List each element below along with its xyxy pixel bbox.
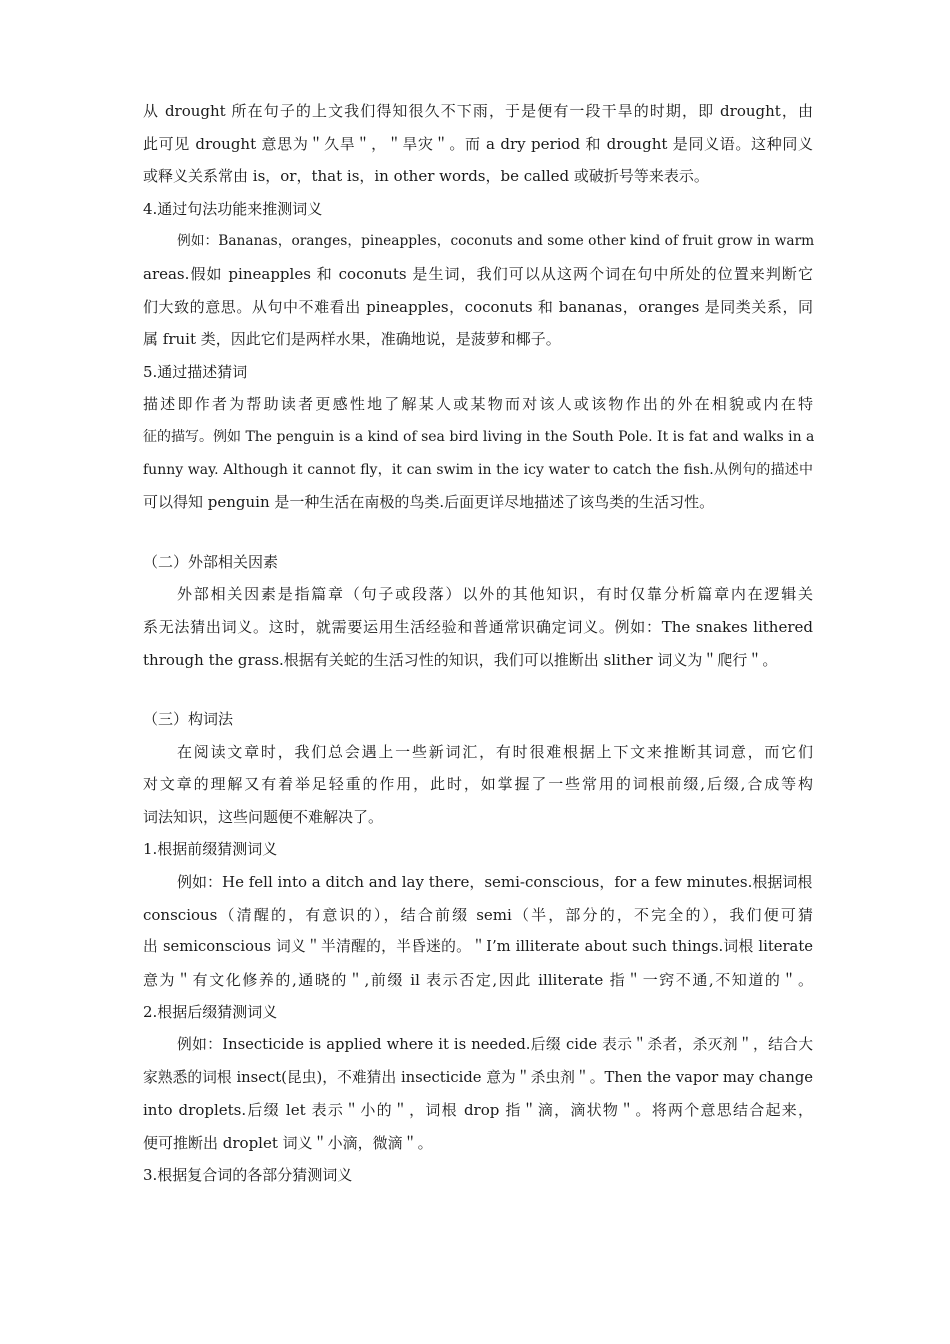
paragraph-line: 征的描写。例如 The penguin is a kind of sea bird living in the South Pole. It is fat and walks in a (143, 428, 815, 445)
section-heading: 4.通过句法功能来推测词义 (143, 199, 323, 218)
paragraph-line: 可以得知 penguin 是一种生活在南极的鸟类.后面更详尽地描述了该鸟类的生活习性。 (143, 493, 715, 512)
document-page (143, 95, 813, 1192)
paragraph-line: 意为＂有文化修养的,通晓的＂,前缀 il 表示否定,因此 illiterate 指＂一窍不通,不知道的＂。 (143, 970, 813, 989)
paragraph-line: 例如：Bananas，oranges，pineapples，coconuts and some other kind of fruit grow in warm (177, 233, 815, 250)
paragraph-line: conscious（清醒的，有意识的），结合前缀 semi（半，部分的，不完全的），我们便可猜 (143, 905, 813, 924)
paragraph-line: 出 semiconscious 词义＂半清醒的，半昏迷的。＂I’m illiterate about such things.词根 literate (143, 938, 813, 956)
paragraph-line: 描述即作者为帮助读者更感性地了解某人或某物而对该人或该物作出的外在相貌或内在特 (143, 395, 813, 414)
paragraph-line: 词法知识，这些问题便不难解决了。 (143, 807, 384, 826)
paragraph-line: 系无法猜出词义。这时，就需要运用生活经验和普通常识确定词义。例如：The snakes lithered (143, 617, 813, 636)
paragraph-line: 从 drought 所在句子的上文我们得知很久不下雨，于是便有一段干旱的时期，即 drought，由 (143, 102, 813, 120)
paragraph-line: 在阅读文章时，我们总会遇上一些新词汇，有时很难根据上下文来推断其词意，而它们 (177, 742, 813, 761)
section-heading: 3.根据复合词的各部分猜测词义 (143, 1166, 353, 1185)
paragraph-line: 属 fruit 类，因此它们是两样水果，准确地说，是菠萝和椰子。 (143, 330, 561, 349)
paragraph-line: 或释义关系常由 is，or，that is，in other words，be called 或破折号等来表示。 (143, 167, 709, 186)
section-heading: 5.通过描述猜词 (143, 362, 248, 381)
section-heading: 1.根据前缀猜测词义 (143, 840, 278, 859)
section-heading: 2.根据后缀猜测词义 (143, 1003, 278, 1022)
paragraph-line: 们大致的意思。从句中不难看出 pineapples，coconuts 和 bananas，oranges 是同类关系，同 (143, 297, 813, 316)
paragraph-line: 外部相关因素是指篇章（句子或段落）以外的其他知识，有时仅靠分析篇章内在逻辑关 (177, 585, 813, 604)
spacer (143, 519, 813, 546)
paragraph-line: funny way. Although it cannot fly，it can swim in the icy water to catch the fish.从例句的描述中 (143, 461, 813, 478)
paragraph-line: into droplets.后缀 let 表示＂小的＂，词根 drop 指＂滴，滴状物＂。将两个意思结合起来， (143, 1101, 813, 1120)
section-heading: （二）外部相关因素 (143, 552, 279, 571)
paragraph-line: areas.假如 pineapples 和 coconuts 是生词，我们可以从这两个词在句中所处的位置来判断它 (143, 264, 813, 283)
section-heading: （三）构词法 (143, 710, 234, 729)
paragraph-line: 对文章的理解又有着举足轻重的作用，此时，如掌握了一些常用的词根前缀,后缀,合成等构 (143, 775, 813, 794)
paragraph-line: through the grass.根据有关蛇的生活习性的知识，我们可以推断出 slither 词义为＂爬行＂。 (143, 650, 778, 669)
spacer (143, 676, 813, 703)
paragraph-line: 便可推断出 droplet 词义＂小滴，微滴＂。 (143, 1133, 433, 1152)
paragraph-line: 例如：He fell into a ditch and lay there，semi-conscious，for a few minutes.根据词根 (177, 873, 813, 892)
paragraph-line: 此可见 drought 意思为＂久旱＂，＂旱灾＂。而 a dry period 和 drought 是同义语。这种同义 (143, 134, 813, 153)
paragraph-line: 家熟悉的词根 insect(昆虫)，不难猜出 insecticide 意为＂杀虫剂＂。Then the vapor may change (143, 1068, 813, 1086)
paragraph-line: 例如：Insecticide is applied where it is needed.后缀 cide 表示＂杀者，杀灭剂＂，结合大 (177, 1036, 813, 1054)
